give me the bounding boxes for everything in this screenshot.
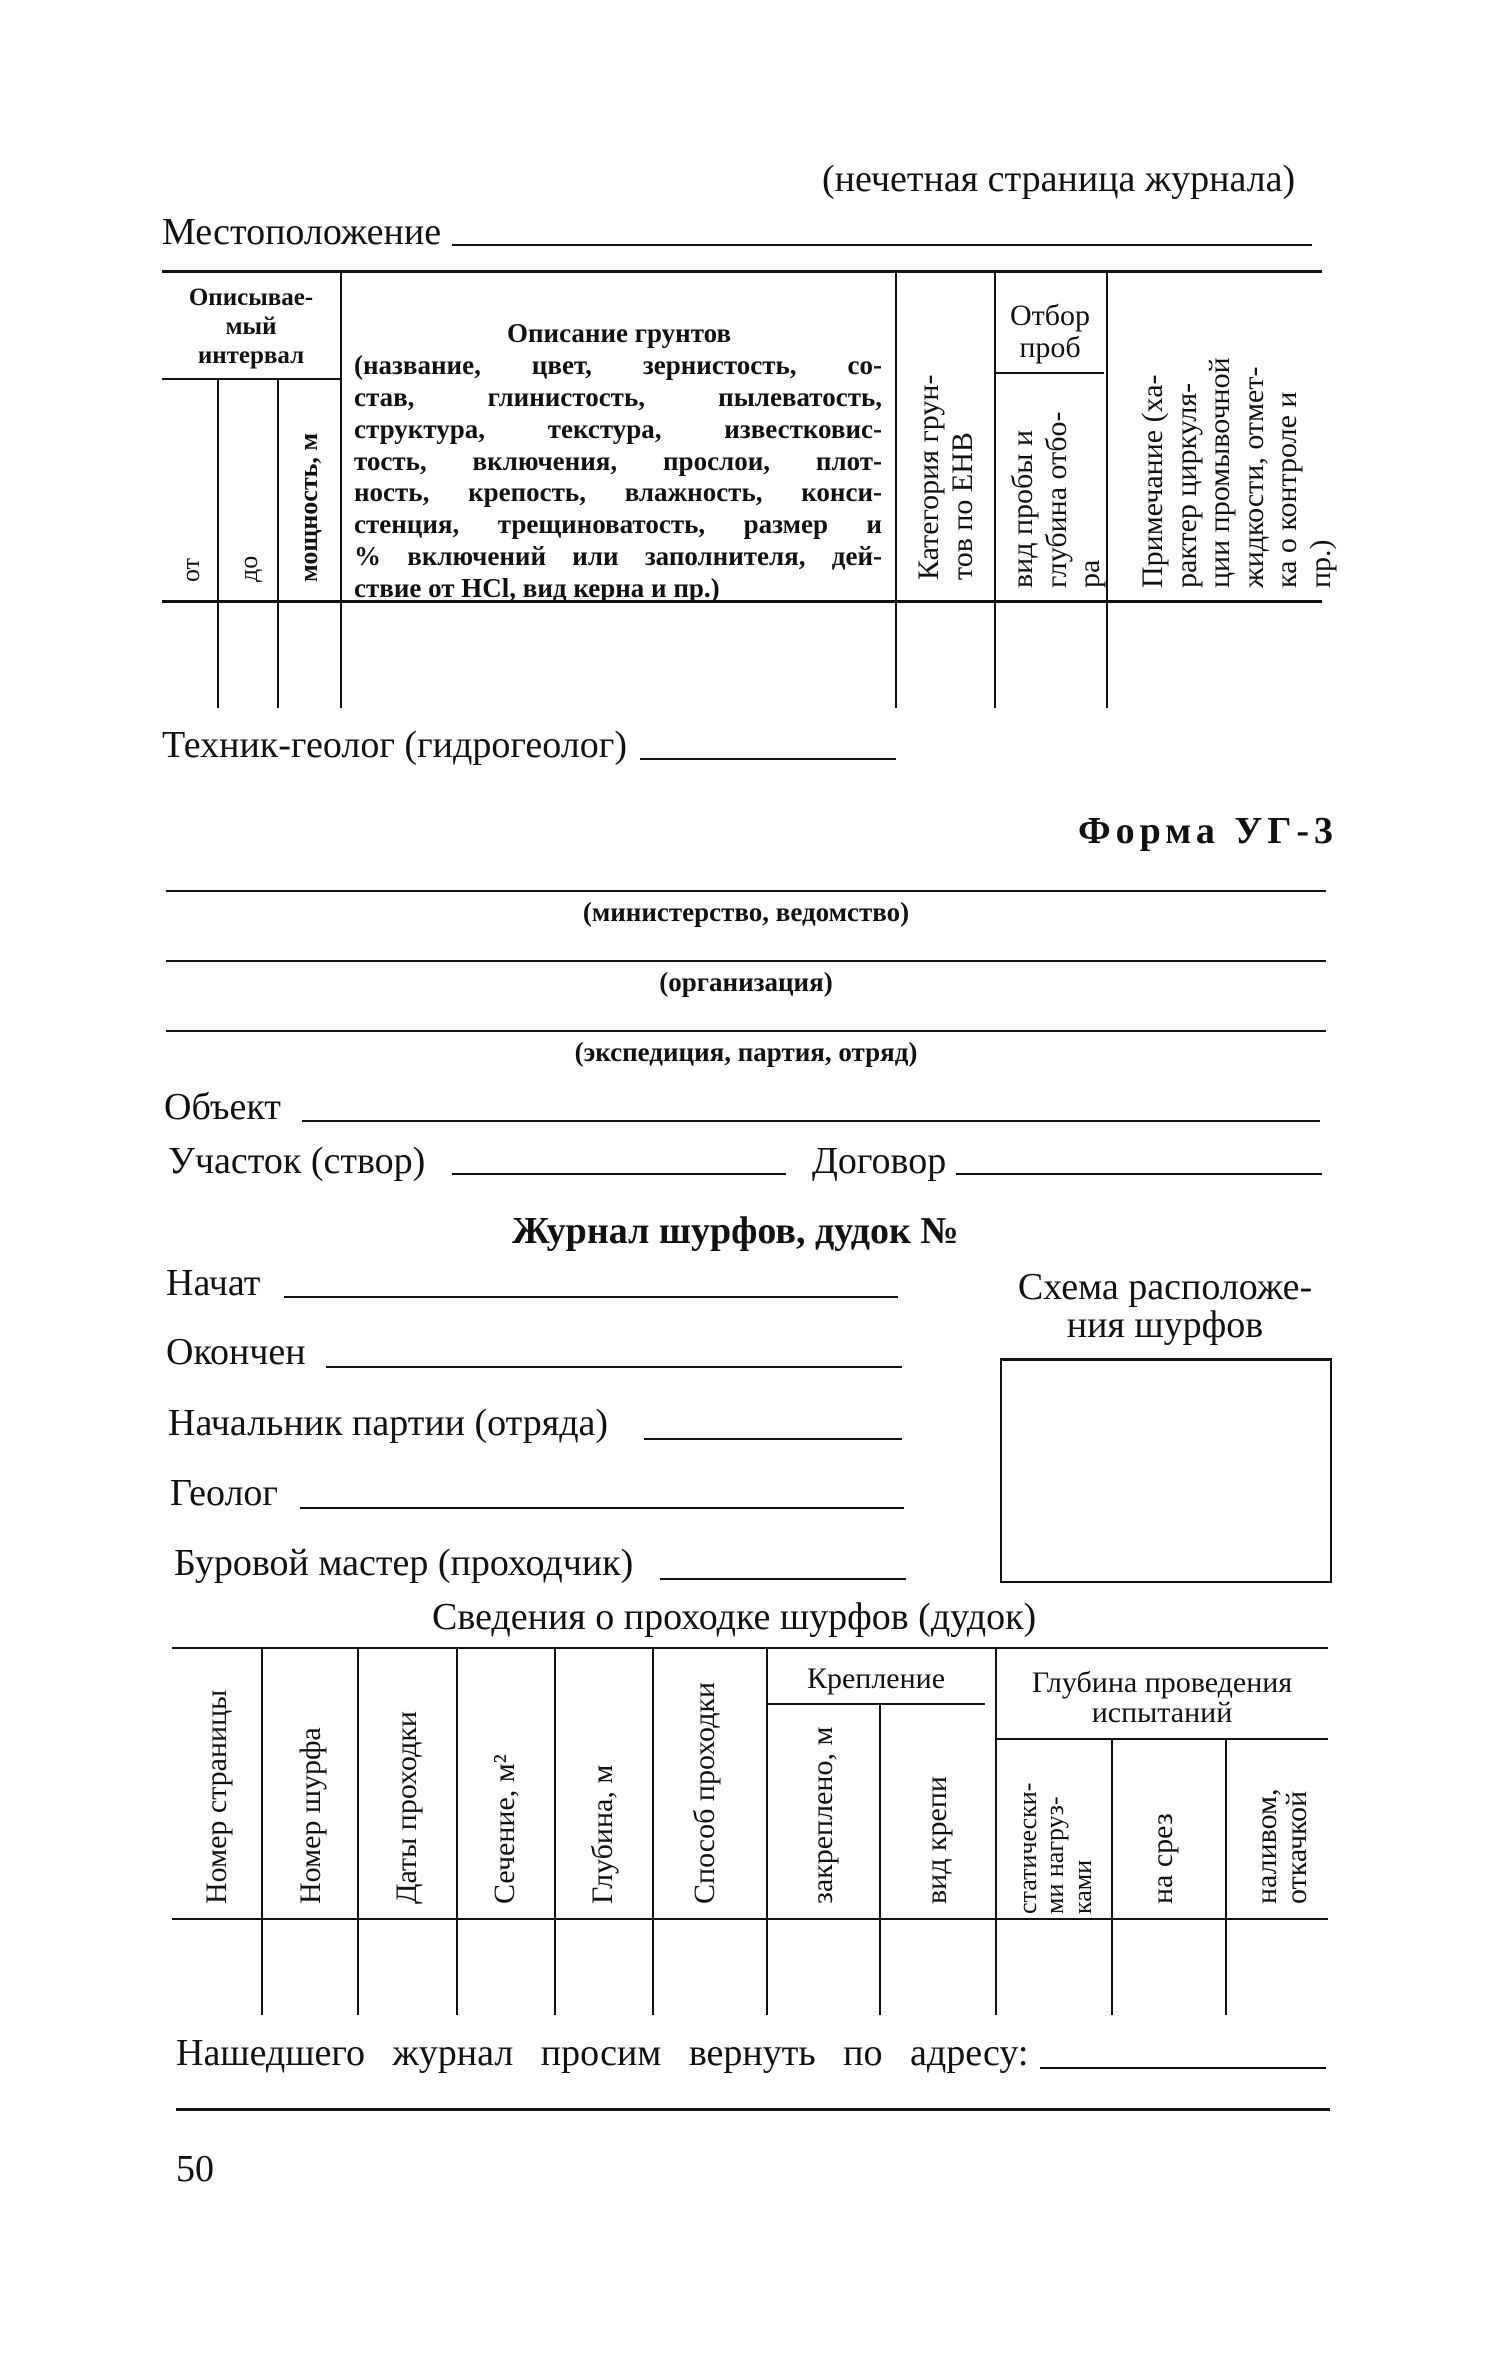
sampling-header xyxy=(996,300,1104,363)
sampling-sub-line: глубина отбо- xyxy=(1039,411,1073,588)
scheme-caption-line: Схема расположе- xyxy=(1017,1266,1313,1308)
contract-field-line[interactable] xyxy=(956,1173,1322,1175)
contract-label: Договор xyxy=(812,1140,947,1182)
col-section: Сечение, м² xyxy=(488,1754,521,1904)
sampling-sub-line: ра xyxy=(1073,559,1107,588)
tests-header-line: испытаний xyxy=(1091,1696,1233,1729)
ministry-field-line[interactable] xyxy=(166,890,1326,892)
desc-title: Описание грунтов xyxy=(506,318,732,348)
table1-vline xyxy=(340,272,342,708)
master-label: Буровой мастер (проходчик) xyxy=(174,1542,634,1584)
table2-fixing-subrule xyxy=(767,1703,985,1705)
started-label: Начат xyxy=(166,1262,261,1304)
page-number: 50 xyxy=(176,2148,214,2190)
static-load-line: ками xyxy=(1067,1859,1097,1914)
scheme-caption xyxy=(1000,1268,1330,1344)
scheme-box[interactable] xyxy=(1000,1358,1332,1583)
table2-vline xyxy=(456,1649,458,2015)
flood-line: наливом, xyxy=(1250,1788,1283,1904)
desc-line: % включений или заполнителя, дей- xyxy=(354,541,882,572)
geologist-field-line[interactable] xyxy=(300,1507,904,1509)
chief-label: Начальник партии (отряда) xyxy=(168,1402,609,1444)
category-line: тов по ЕНВ xyxy=(945,432,979,580)
category-line: Категория грун- xyxy=(912,374,945,580)
table2-top-rule xyxy=(172,1647,1328,1649)
return-label: Нашедшего журнал просим вернуть по адресу: xyxy=(176,2032,1029,2074)
desc-line: (название, цвет, зернистость, со- xyxy=(354,350,882,380)
col-category xyxy=(912,375,979,580)
desc-line: став, глинистость, пылеватость, xyxy=(354,381,882,412)
col-fixed: закреплено, м xyxy=(806,1726,839,1904)
table2-vline xyxy=(357,1649,359,2015)
table2-vline xyxy=(652,1649,654,2015)
interval-header-line: интервал xyxy=(197,341,305,369)
desc-line: ность, крепость, влажность, конси- xyxy=(354,477,882,508)
tests-header-line: Глубина проведения xyxy=(1031,1666,1293,1699)
expedition-caption: (экспедиция, партия, отряд) xyxy=(574,1037,918,1067)
table1-interval-subrule xyxy=(162,378,340,380)
desc-text xyxy=(354,350,882,605)
ministry-caption: (министерство, ведомство) xyxy=(582,897,910,927)
started-field-line[interactable] xyxy=(284,1296,898,1298)
finished-label: Окончен xyxy=(166,1331,306,1373)
geologist-label: Геолог xyxy=(170,1472,278,1514)
note-line: рактер циркуля- xyxy=(1169,382,1203,588)
return-address-line[interactable] xyxy=(1040,2067,1326,2069)
col-flood xyxy=(1252,1788,1312,1904)
chief-field-line[interactable] xyxy=(644,1438,902,1440)
table2-vline xyxy=(554,1649,556,2015)
finished-field-line[interactable] xyxy=(326,1366,902,1368)
table2-tests-subrule xyxy=(996,1738,1328,1740)
note-line: жидкости, отмет- xyxy=(1236,366,1270,588)
sampling-header-line: Отбор xyxy=(1009,299,1091,332)
col-fix-type: вид крепи xyxy=(920,1776,953,1904)
organization-caption: (организация) xyxy=(659,967,833,997)
interval-header xyxy=(162,284,340,370)
col-static-load xyxy=(1014,1783,1096,1914)
table1-top-rule xyxy=(162,270,1322,273)
col-shear: на срез xyxy=(1146,1813,1179,1904)
note-line: Примечание (ха- xyxy=(1136,374,1169,588)
table2-vline xyxy=(1225,1740,1227,2015)
col-from: от xyxy=(176,557,205,582)
table2-vline xyxy=(766,1649,768,2015)
interval-header-line: мый xyxy=(225,312,277,340)
expedition-field-line[interactable] xyxy=(166,1030,1326,1032)
desc-line: тость, включения, прослои, плот- xyxy=(354,445,882,476)
note-line: ка о контроле и xyxy=(1270,391,1304,588)
location-label: Местоположение xyxy=(162,211,442,253)
tests-header xyxy=(996,1668,1328,1728)
col-method: Способ проходки xyxy=(688,1681,721,1904)
table2-vline xyxy=(879,1705,881,2015)
table2-header-rule xyxy=(172,1918,1328,1920)
journal-title: Журнал шурфов, дудок № xyxy=(512,1210,959,1252)
location-field-line[interactable] xyxy=(452,244,1312,246)
fixing-header: Крепление xyxy=(806,1662,946,1695)
col-pit-number: Номер шурфа xyxy=(294,1727,327,1904)
col-to: до xyxy=(234,555,263,582)
static-load-line: ми нагруз- xyxy=(1040,1796,1070,1914)
technician-label: Техник-геолог (гидрогеолог) xyxy=(162,724,627,766)
object-label: Объект xyxy=(164,1086,281,1128)
technician-field-line[interactable] xyxy=(640,758,896,760)
sampling-sub-line: вид пробы и xyxy=(1006,429,1039,588)
table1-vline xyxy=(277,380,279,708)
table2-vline xyxy=(261,1649,263,2015)
col-depth: Глубина, м xyxy=(586,1764,619,1904)
note-line: пр.) xyxy=(1303,539,1337,588)
col-dates: Даты проходки xyxy=(390,1711,423,1904)
note-line: ции промывочной xyxy=(1203,357,1237,588)
scheme-caption-line: ния шурфов xyxy=(1066,1304,1264,1346)
form-title: Форма УГ-3 xyxy=(1078,810,1339,852)
desc-line: структура, текстура, известковис- xyxy=(354,413,882,444)
section-field-line[interactable] xyxy=(452,1173,786,1175)
section-label: Участок (створ) xyxy=(168,1140,426,1182)
sampling-header-line: проб xyxy=(1019,330,1081,364)
organization-field-line[interactable] xyxy=(166,960,1326,962)
object-field-line[interactable] xyxy=(302,1120,1320,1122)
desc-line: стенция, трещиноватость, размер и xyxy=(354,509,882,540)
interval-header-line: Описывае- xyxy=(188,284,314,311)
col-sample-type xyxy=(1006,411,1107,588)
col-page-number: Номер страницы xyxy=(200,1689,233,1904)
static-load-line: статически- xyxy=(1013,1782,1042,1914)
table1-vline xyxy=(217,380,219,708)
page-note: (нечетная страница журнала) xyxy=(822,158,1296,200)
footer-rule xyxy=(176,2108,1330,2111)
col-note xyxy=(1136,357,1338,588)
master-field-line[interactable] xyxy=(660,1578,906,1580)
desc-line: ствие от HCl, вид керна и пр.) xyxy=(354,573,720,604)
col-thickness: мощность, м xyxy=(294,432,323,582)
table1-sampling-subrule xyxy=(994,372,1104,374)
table1-vline xyxy=(895,272,897,708)
table2-title: Сведения о проходке шурфов (дудок) xyxy=(432,1596,1037,1638)
flood-line: откачкой xyxy=(1280,1790,1313,1904)
table2-vline xyxy=(1111,1740,1113,2015)
